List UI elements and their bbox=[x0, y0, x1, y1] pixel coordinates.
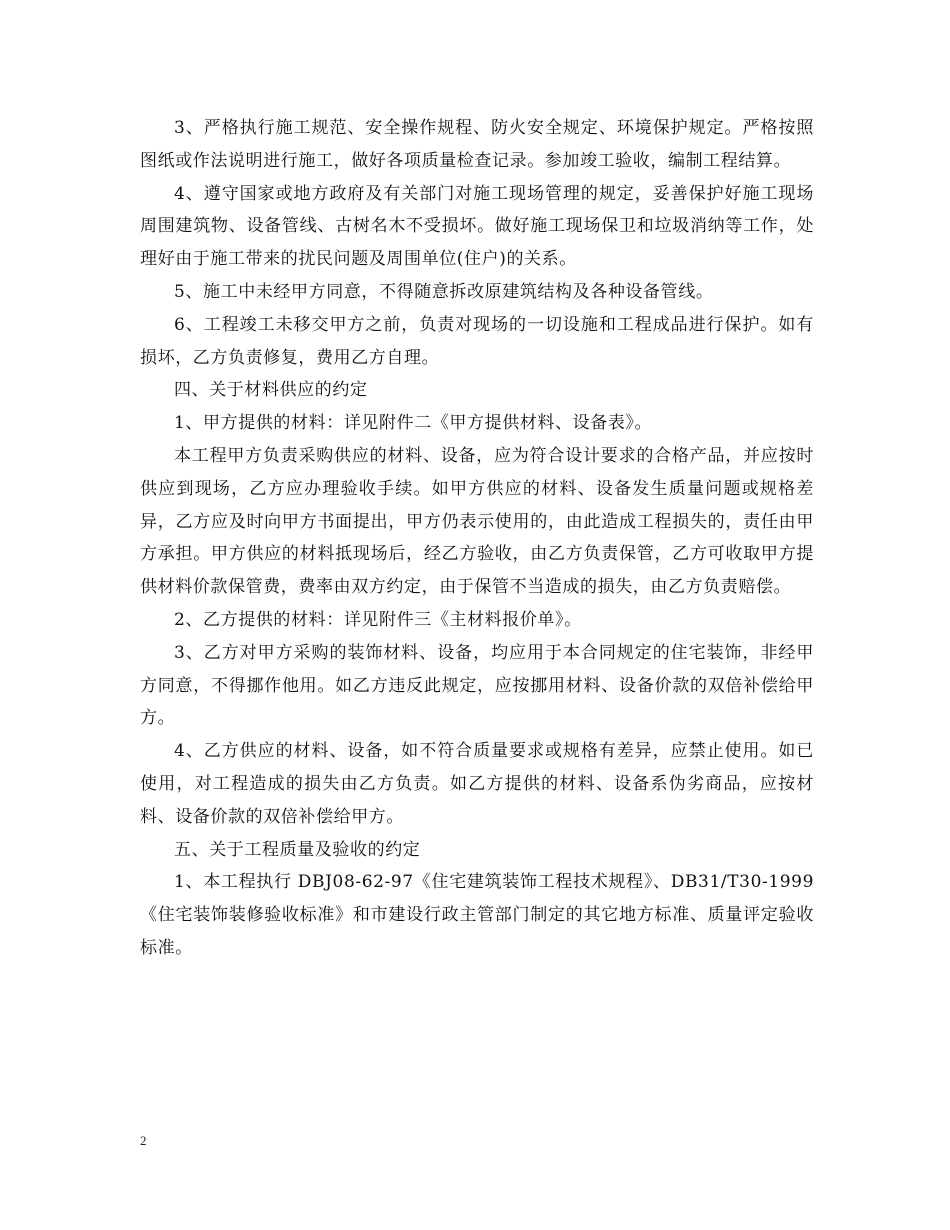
paragraph-material-usage: 3、乙方对甲方采购的装饰材料、设备，均应用于本合同规定的住宅装饰，非经甲方同意，不得挪作他用。如乙方违反此规定，应按挪用材料、设备价款的双倍补偿给甲方。 bbox=[140, 642, 814, 729]
page-number: 2 bbox=[140, 1133, 147, 1148]
document-body bbox=[140, 112, 814, 965]
paragraph-clause-6-protection: 6、工程竣工未移交甲方之前，负责对现场的一切设施和工程成品进行保护。如有损坏，乙方负责修复，费用乙方自理。 bbox=[140, 314, 814, 368]
paragraph-material-quality: 4、乙方供应的材料、设备，如不符合质量要求或规格有差异，应禁止使用。如已使用，对工程造成的损失由乙方负责。如乙方提供的材料、设备系伪劣商品，应按材料、设备价款的双倍补偿给甲方。 bbox=[140, 741, 814, 827]
paragraph-party-b-materials: 2、乙方提供的材料：详见附件三《主材料报价单》。 bbox=[174, 609, 582, 630]
paragraph-party-a-materials: 1、甲方提供的材料：详见附件二《甲方提供材料、设备表》。 bbox=[174, 413, 653, 434]
paragraph-clause-4-site-management: 4、遵守国家或地方政府及有关部门对施工现场管理的规定，妥善保护好施工现场周围建筑物、设备管线、古树名木不受损坏。做好施工现场保卫和垃圾消纳等工作，处理好由于施工带来的扰民问题及周围单位(住户)的关系。 bbox=[140, 183, 814, 270]
section-heading-materials: 四、关于材料供应的约定 bbox=[174, 380, 368, 401]
section-heading-quality: 五、关于工程质量及验收的约定 bbox=[174, 839, 421, 860]
paragraph-clause-5-no-alteration: 5、施工中未经甲方同意，不得随意拆改原建筑结构及各种设备管线。 bbox=[174, 281, 714, 302]
paragraph-standards: 1、本工程执行 DBJ08-62-97《住宅建筑装饰工程技术规程》、DB31/T30-1999《住宅装饰装修验收标准》和市建设行政主管部门制定的其它地方标准、质量评定验收标准。 bbox=[140, 872, 814, 958]
paragraph-clause-3-construction-rules: 3、严格执行施工规范、安全操作规程、防火安全规定、环境保护规定。严格按照图纸或作法说明进行施工，做好各项质量检查记录。参加竣工验收，编制工程结算。 bbox=[140, 118, 814, 171]
paragraph-party-a-procurement: 本工程甲方负责采购供应的材料、设备，应为符合设计要求的合格产品，并应按时供应到现场，乙方应办理验收手续。如甲方供应的材料、设备发生质量问题或规格差异，乙方应及时向甲方书面提出，甲方仍表示使用的，由此造成工程损失的，责任由甲方承担。甲方供应的材料抵现场后，经乙方验收，由乙方负责保管，乙方可收取甲方提供材料价款保管费，费率由双方约定，由于保管不当造成的损失，由乙方负责赔偿。 bbox=[140, 445, 814, 598]
